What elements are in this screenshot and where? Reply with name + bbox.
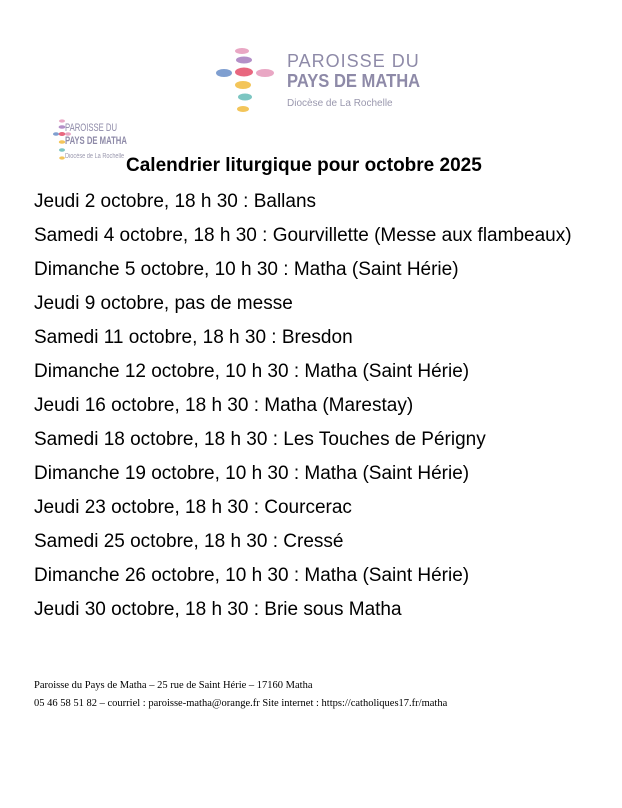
schedule-entry: Jeudi 2 octobre, 18 h 30 : Ballans — [34, 191, 317, 212]
contact-footer — [34, 677, 594, 713]
page-title: Calendrier liturgique pour octobre 2025 — [126, 155, 482, 176]
schedule-entry: Dimanche 19 octobre, 10 h 30 : Matha (Saint Hérie) — [34, 463, 470, 484]
schedule-entry: Samedi 4 octobre, 18 h 30 : Gourvillette (Messe aux flambeaux) — [34, 225, 572, 246]
footer-contact: 05 46 58 51 82 – courriel : paroisse-matha@orange.fr Site internet : https://catholiques17.fr/matha — [34, 698, 448, 709]
schedule-entry: Samedi 25 octobre, 18 h 30 : Cressé — [34, 531, 344, 552]
schedule-entry: Jeudi 9 octobre, pas de messe — [34, 293, 293, 314]
small-parish-logo — [52, 117, 132, 173]
schedule-entry: Jeudi 16 octobre, 18 h 30 : Matha (Marestay) — [34, 395, 414, 416]
small-logo-line1: PAROISSE DU — [65, 122, 118, 134]
schedule-entry: Jeudi 30 octobre, 18 h 30 : Brie sous Matha — [34, 599, 402, 620]
logo-brand-line2: PAYS DE MATHA — [287, 71, 421, 91]
small-logo-line2: PAYS DE MATHA — [65, 135, 127, 147]
parish-logo — [214, 45, 421, 119]
small-logo-line3: Diocèse de La Rochelle — [65, 153, 125, 160]
schedule-entry: Samedi 11 octobre, 18 h 30 : Bresdon — [34, 327, 353, 348]
schedule-entry: Dimanche 5 octobre, 10 h 30 : Matha (Saint Hérie) — [34, 259, 459, 280]
footer-address: Paroisse du Pays de Matha – 25 rue de Saint Hérie – 17160 Matha — [34, 680, 313, 691]
schedule-entry: Dimanche 12 octobre, 10 h 30 : Matha (Saint Hérie) — [34, 361, 470, 382]
logo-diocese-line: Diocèse de La Rochelle — [287, 98, 393, 109]
logo-brand-line1: PAROISSE DU — [287, 51, 420, 71]
mass-schedule-list — [34, 187, 594, 629]
cross-logo-icon — [214, 45, 278, 119]
schedule-entry: Samedi 18 octobre, 18 h 30 : Les Touches de Périgny — [34, 429, 486, 450]
schedule-entry: Dimanche 26 octobre, 10 h 30 : Matha (Saint Hérie) — [34, 565, 470, 586]
schedule-entry: Jeudi 23 octobre, 18 h 30 : Courcerac — [34, 497, 352, 518]
